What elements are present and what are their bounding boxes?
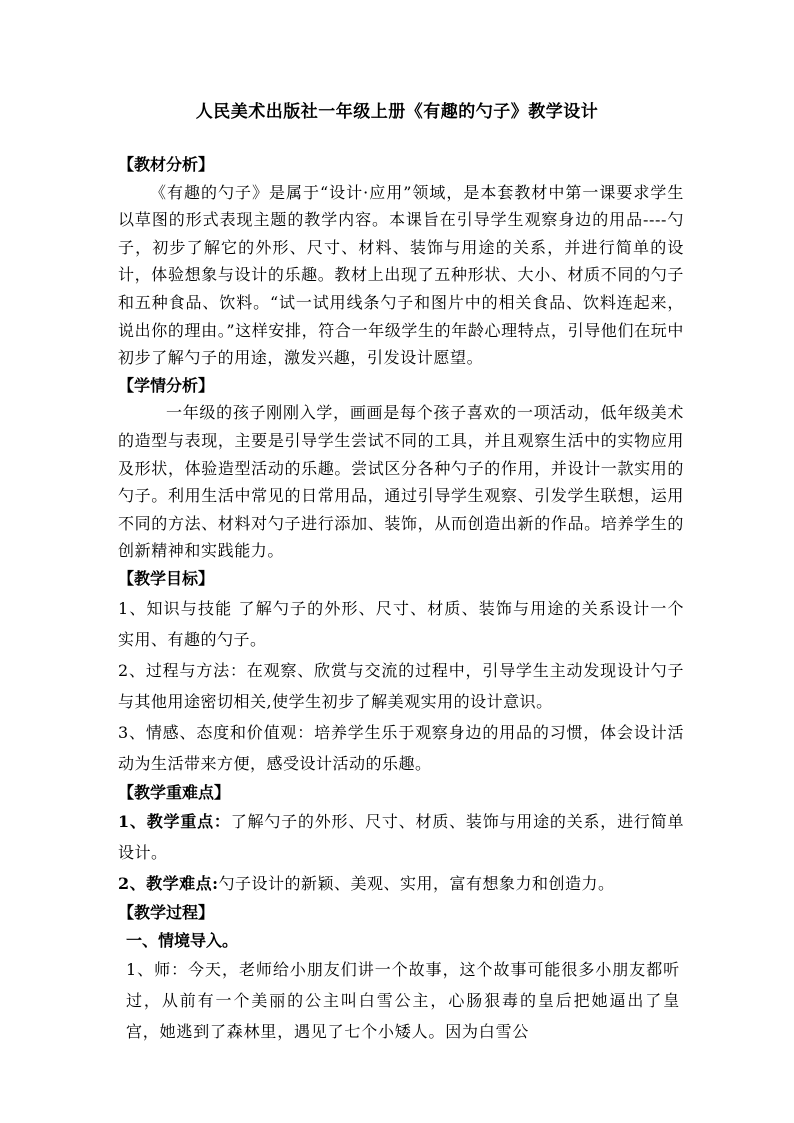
difficulty-label: 2、教学难点: <box>118 874 219 894</box>
process-story-paragraph: 1、师：今天，老师给小朋友们讲一个故事，这个故事可能很多小朋友都听过，从前有一个美丽的公主叫白雪公主，心肠狠毒的皇后把她逼出了皇宫，她逃到了森林里，遇见了七个小矮人。因为白雪公 <box>126 960 680 1042</box>
difficulty-item <box>118 868 684 899</box>
section-heading-student-analysis: 【学情分析】 <box>118 375 215 395</box>
objective-item: 1、知识与技能 了解勺子的外形、尺寸、材质、装饰与用途的关系设计一个 实用、有趣的勺子。 <box>118 598 684 649</box>
key-point-text: 了解勺子的外形、尺寸、材质、装饰与用途的关系，进行简单设计。 <box>118 812 684 863</box>
student-analysis-paragraph: 一年级的孩子刚刚入学，画画是每个孩子喜欢的一项活动，低年级美术的造型与表现，主要是引导学生尝试不同的工具，并且观察生活中的实物应用及形状，体验造型活动的乐趣。尝试区分各种勺子的作用，并设计一款实用的勺子。利用生活中常见的日常用品，通过引导学生观察、引发学生联想，运用不同的方法、材料对勺子进行添加、装饰，从而创造出新的作品。培养学生的创新精神和实践能力。 <box>118 403 684 561</box>
document-title: 人民美术出版社一年级上册《有趣的勺子》教学设计 <box>195 102 599 122</box>
difficulty-text: 勺子设计的新颖、美观、实用，富有想象力和创造力。 <box>218 874 615 894</box>
section-heading-process: 【教学过程】 <box>118 903 215 923</box>
objective-item: 2、过程与方法：在观察、欣赏与交流的过程中，引导学生主动发现设计勺子与其他用途密切相关,使学生初步了解美观实用的设计意识。 <box>118 660 684 711</box>
key-point-label: 1、教学重点： <box>118 812 231 832</box>
section-heading-material-analysis: 【教材分析】 <box>118 155 215 174</box>
key-point-item <box>118 806 684 868</box>
section-heading-key-points: 【教学重难点】 <box>118 782 231 802</box>
document-body <box>118 151 684 1047</box>
section-heading-objectives: 【教学目标】 <box>118 568 215 588</box>
objective-item: 3、情感、态度和价值观：培养学生乐于观察身边的用品的习惯，体会设计活动为生活带来方便，感受设计活动的乐趣。 <box>118 722 684 773</box>
process-subheading: 一、情境导入。 <box>126 930 239 950</box>
material-analysis-paragraph: 《有趣的勺子》是属于“设计·应用”领域，是本套教材中第一课要求学生以草图的形式表现主题的教学内容。本课旨在引导学生观察身边的用品----勺子，初步了解它的外形、尺寸、材料、装饰与用途的关系，并进行简单的设计，体验想象与设计的乐趣。教材上出现了五种形状、大小、材质不同的勺子和五种食品、饮料。“试一试用线条勺子和图片中的相关食品、饮料连起来，说出你的理由。”这样安排，符合一年级学生的年龄心理特点，引导他们在玩中初步了解勺子的用途，激发兴趣，引发设计愿望。 <box>118 182 684 368</box>
